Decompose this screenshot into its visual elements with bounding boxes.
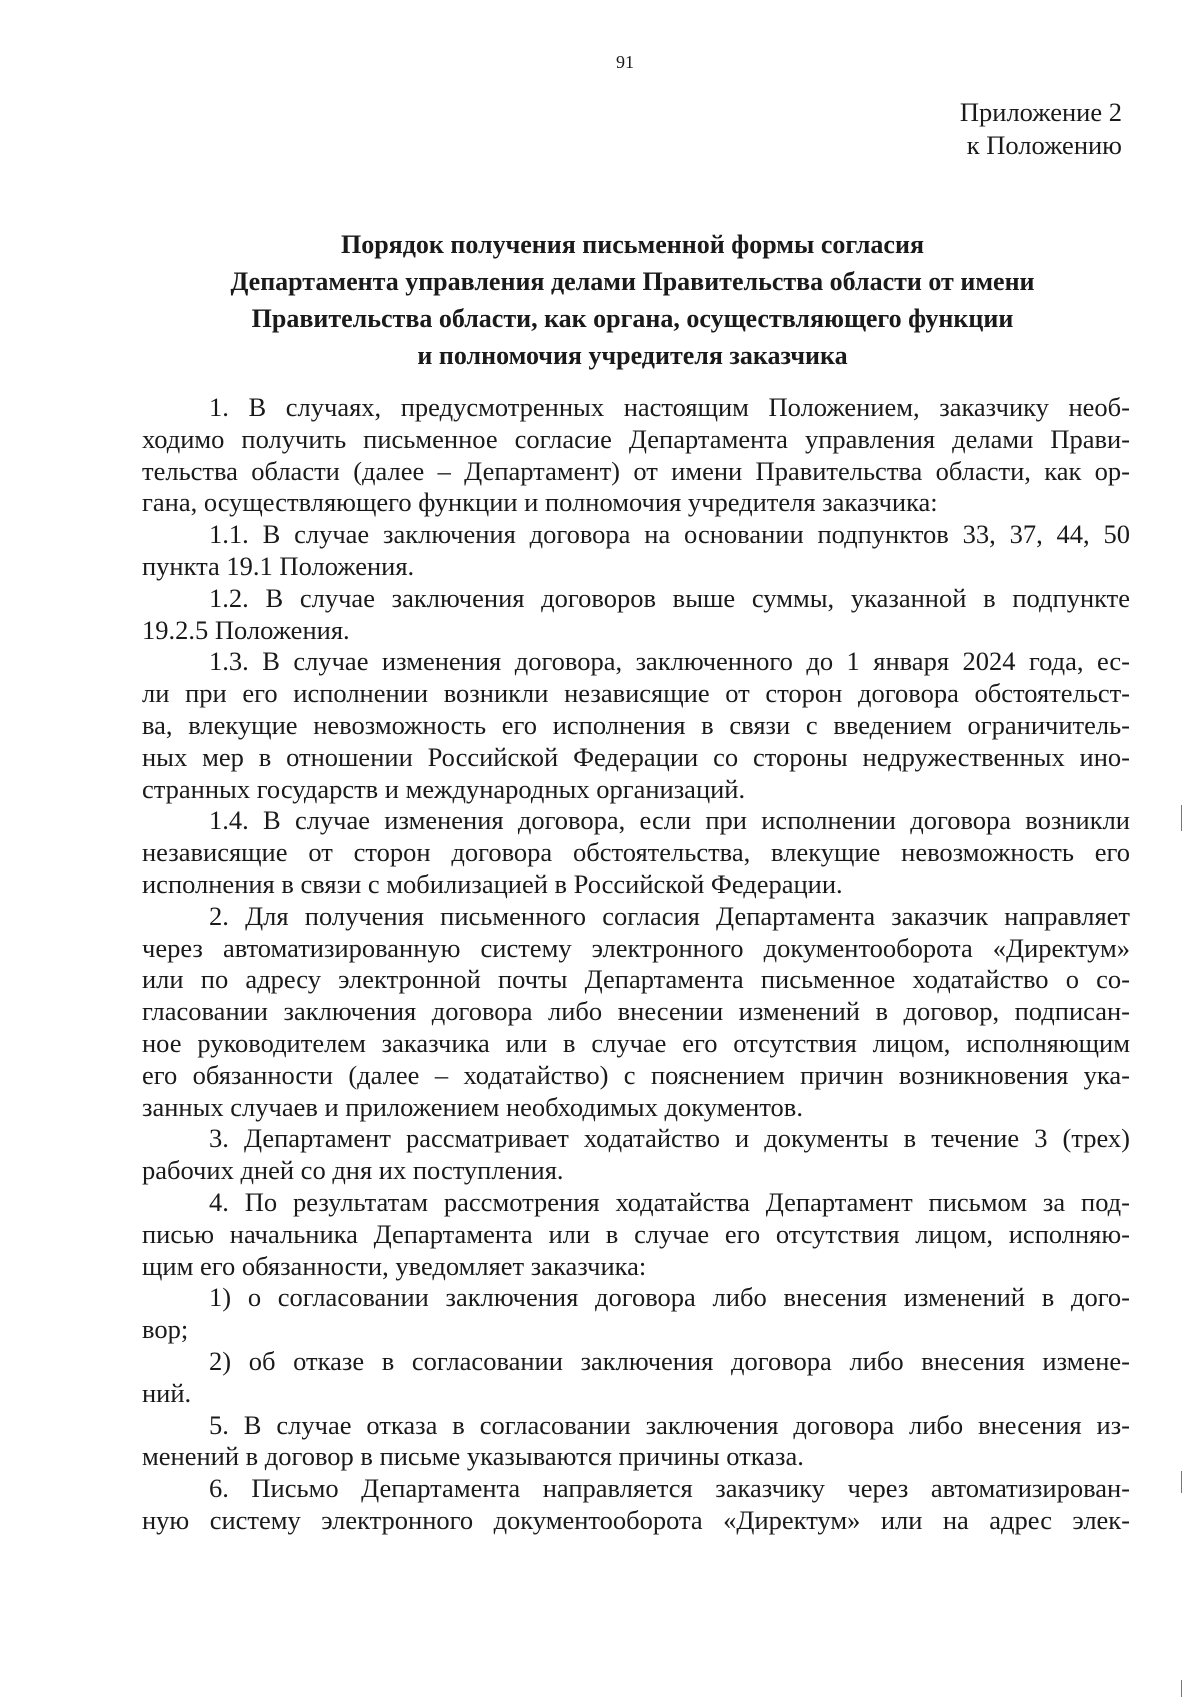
text-line: вор;	[142, 1314, 189, 1345]
text-line: 1.4. В случае изменения договора, если при исполнении договора возникли	[209, 805, 1130, 836]
title-line-3: Правительства области, как органа, осуществляющего функции	[251, 304, 1014, 333]
scan-edge-mark	[1181, 805, 1182, 831]
text-line: ва, влекущие невозможность его исполнения в связи с введением ограничитель-	[142, 709, 1130, 740]
scan-edge-mark	[1181, 1680, 1182, 1697]
text-line: 3. Департамент рассматривает ходатайство и документы в течение 3 (трех)	[209, 1123, 1130, 1154]
title-line-2: Департамента управления делами Правительства области от имени	[230, 267, 1035, 296]
text-line: исполнения в связи с мобилизацией в Российской Федерации.	[142, 868, 843, 899]
text-line: независящие от сторон договора обстоятельства, влекущие невозможность его	[142, 837, 1130, 868]
text-line: гласовании заключения договора либо внесении изменений в договор, подписан-	[142, 996, 1130, 1027]
text-line: ное руководителем заказчика или в случае его отсутствия лицом, исполняющим	[142, 1027, 1130, 1058]
text-line: 5. В случае отказа в согласовании заключения договора либо внесения из-	[209, 1409, 1130, 1440]
text-line: ний.	[142, 1377, 192, 1408]
text-line: через автоматизированную систему электронного документооборота «Директум»	[142, 932, 1130, 963]
scan-edge-mark	[1181, 1471, 1182, 1493]
text-line: 6. Письмо Департамента направляется заказчику через автоматизирован-	[209, 1473, 1130, 1504]
text-line: ных мер в отношении Российской Федерации со стороны недружественных ино-	[142, 741, 1130, 772]
text-line: или по адресу электронной почты Департамента письменное ходатайство о со-	[142, 964, 1130, 995]
text-line: ли при его исполнении возникли независящие от сторон договора обстоятельст-	[142, 678, 1130, 709]
appendix-line-2: к Положению	[966, 130, 1122, 160]
page-number: 91	[616, 52, 634, 72]
text-line: 1.2. В случае заключения договоров выше суммы, указанной в подпункте	[209, 582, 1130, 613]
text-line: пункта 19.1 Положения.	[142, 550, 415, 581]
text-line: странных государств и международных организаций.	[142, 773, 746, 804]
text-line: 19.2.5 Положения.	[142, 614, 350, 645]
document-title	[140, 226, 1125, 374]
title-line-1: Порядок получения письменной формы согласия	[340, 230, 925, 259]
title-line-4: и полномочия учредителя заказчика	[417, 341, 848, 370]
text-line: щим его обязанности, уведомляет заказчика:	[142, 1250, 647, 1281]
text-line: менений в договор в письме указываются причины отказа.	[142, 1441, 804, 1472]
text-line: рабочих дней со дня их поступления.	[142, 1155, 564, 1186]
text-line: 2) об отказе в согласовании заключения договора либо внесения измене-	[209, 1345, 1130, 1376]
document-body	[142, 392, 1130, 1537]
text-line: ходимо получить письменное согласие Департамента управления делами Прави-	[142, 423, 1130, 454]
text-line: 2. Для получения письменного согласия Департамента заказчик направляет	[209, 900, 1130, 931]
text-line: 4. По результатам рассмотрения ходатайства Департамент письмом за под-	[209, 1186, 1130, 1217]
text-line: гана, осуществляющего функции и полномочия учредителя заказчика:	[142, 487, 938, 518]
text-line: писью начальника Департамента или в случае его отсутствия лицом, исполняю-	[142, 1218, 1130, 1249]
appendix-line-1: Приложение 2	[959, 97, 1122, 127]
text-line: занных случаев и приложением необходимых документов.	[142, 1091, 803, 1122]
text-line: тельства области (далее – Департамент) от имени Правительства области, как ор-	[142, 455, 1130, 486]
text-line: 1.1. В случае заключения договора на основании подпунктов 33, 37, 44, 50	[209, 519, 1130, 550]
text-line: его обязанности (далее – ходатайство) с пояснением причин возникновения ука-	[142, 1059, 1130, 1090]
appendix-reference	[960, 96, 1122, 162]
text-line: ную систему электронного документооборота «Директум» или на адрес элек-	[142, 1504, 1130, 1535]
text-line: 1. В случаях, предусмотренных настоящим Положением, заказчику необ-	[209, 392, 1130, 422]
text-line: 1) о согласовании заключения договора либо внесения изменений в дого-	[209, 1282, 1130, 1313]
text-line: 1.3. В случае изменения договора, заключенного до 1 января 2024 года, ес-	[209, 646, 1130, 677]
